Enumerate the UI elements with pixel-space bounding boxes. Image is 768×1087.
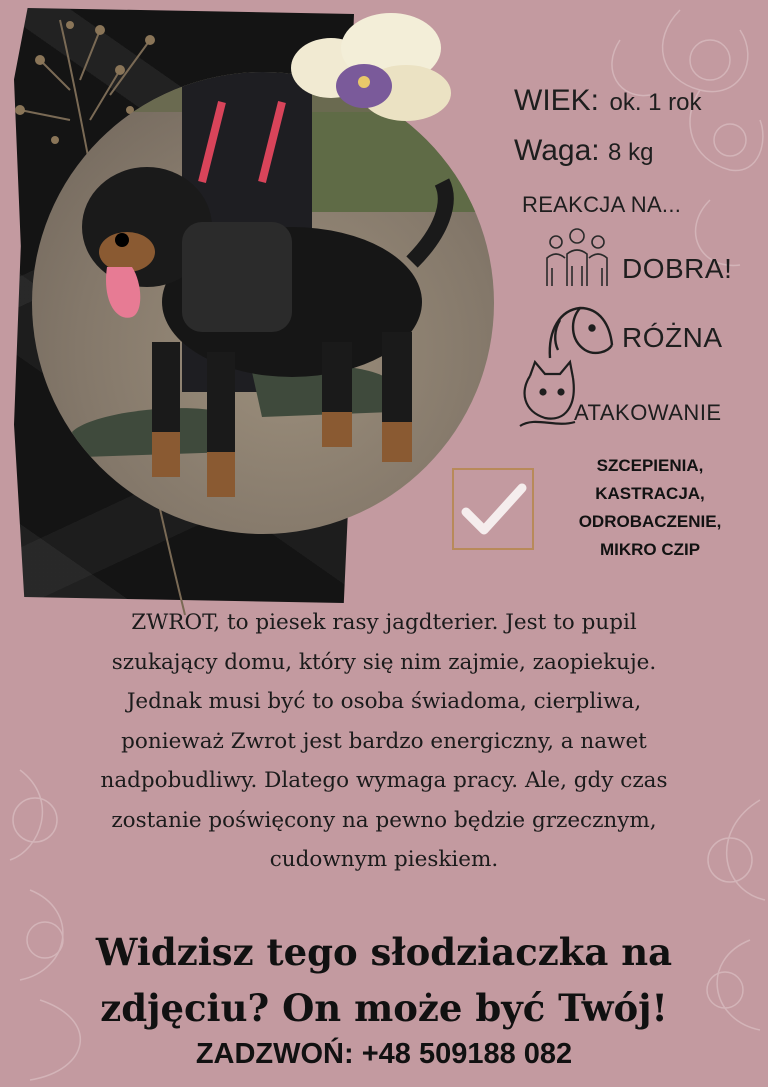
people-icon bbox=[542, 226, 612, 290]
vaccination-list bbox=[560, 452, 740, 564]
description-line: Jednak musi być to osoba świadoma, cierpliwa, bbox=[126, 689, 642, 714]
reaction-dog-text: RÓŻNA bbox=[622, 322, 723, 353]
vaccination-line: SZCEPIENIA, bbox=[596, 456, 704, 475]
age-row bbox=[514, 84, 702, 118]
reaction-cat-text: ATAKOWANIE bbox=[574, 400, 722, 425]
dog-photo bbox=[32, 72, 494, 534]
dog-icon bbox=[540, 300, 620, 364]
age-value: ok. 1 rok bbox=[609, 89, 702, 116]
vaccination-check-frame bbox=[452, 468, 534, 550]
reaction-people-text: DOBRA! bbox=[622, 253, 733, 284]
dog-description bbox=[6, 603, 762, 880]
description-line: nadpobudliwy. Dlatego wymaga pracy. Ale, gdy czas bbox=[100, 768, 668, 793]
age-label: WIEK: bbox=[514, 84, 600, 117]
description-line: ponieważ Zwrot jest bardzo energiczny, a nawet bbox=[121, 728, 647, 754]
reaction-heading: REAKCJA NA... bbox=[522, 192, 682, 217]
phone-call-to-action[interactable]: ZADZWOŃ: +48 509188 082 bbox=[195, 1038, 573, 1070]
adoption-headline bbox=[20, 924, 748, 1036]
headline-line: Widzisz tego słodziaczka na bbox=[95, 930, 673, 974]
weight-value: 8 kg bbox=[608, 139, 654, 166]
description-line: cudownym pieskiem. bbox=[269, 847, 499, 872]
description-line: zostanie poświęcony na pewno będzie grzecznym, bbox=[111, 807, 657, 833]
headline-line: zdjęciu? On może być Twój! bbox=[100, 986, 668, 1030]
vaccination-line: MIKRO CZIP bbox=[599, 540, 701, 559]
vaccination-line: ODROBACZENIE, bbox=[578, 512, 722, 531]
checkmark-icon bbox=[454, 470, 532, 548]
vaccination-line: KASTRACJA, bbox=[595, 484, 705, 503]
weight-label: Waga: bbox=[514, 134, 600, 167]
pansy-flower-icon bbox=[286, 8, 456, 128]
description-line: ZWROT, to piesek rasy jagdterier. Jest to pupil bbox=[131, 610, 637, 635]
description-line: szukający domu, który się nim zajmie, zaopiekuje. bbox=[111, 649, 657, 675]
weight-row bbox=[514, 134, 653, 168]
